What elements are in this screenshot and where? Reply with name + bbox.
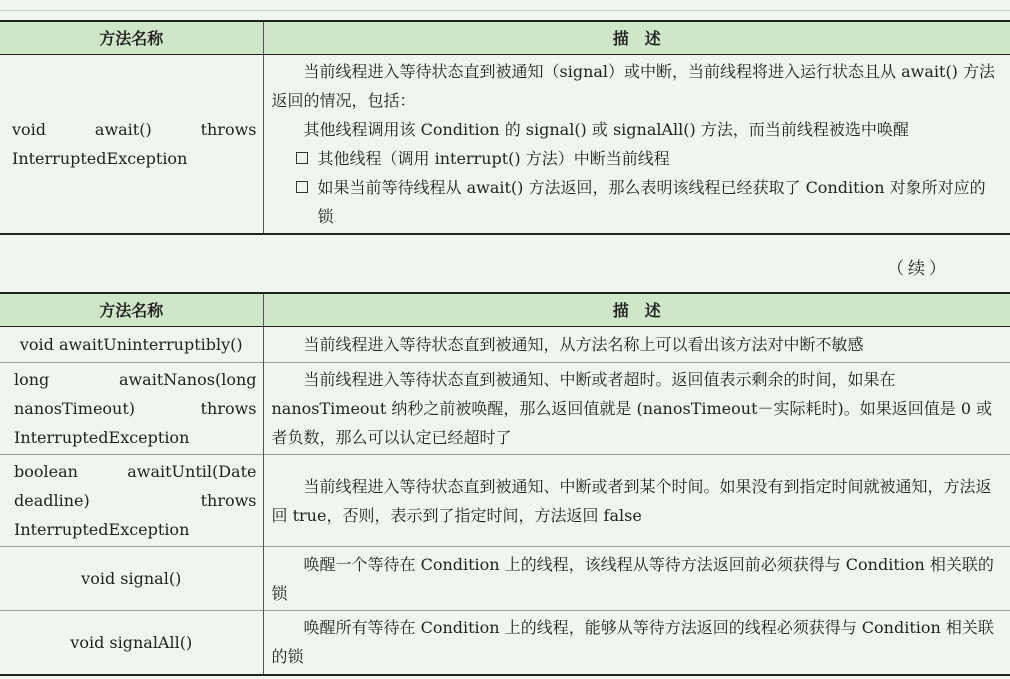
method-name-header: 方法名称 [0, 21, 263, 55]
table-header-row [0, 293, 1010, 327]
method-cell: void await() throws InterruptedException [12, 120, 257, 168]
description-cell: 当前线程进入等待状态直到被通知，从方法名称上可以看出该方法对中断不敏感 [263, 327, 1010, 363]
table-row [0, 547, 1010, 611]
method-cell: void awaitUninterruptibly() [19, 335, 243, 354]
table-row [0, 611, 1010, 675]
description-cell: 唤醒一个等待在 Condition 上的线程，该线程从等待方法返回前必须获得与 Condition 相关联的锁 [263, 547, 1010, 611]
method-cell: void signal() [0, 547, 263, 611]
method-cell: boolean awaitUntil(Date deadline) throws InterruptedException [0, 455, 263, 547]
checkbox-icon [296, 152, 308, 164]
top-rule [0, 10, 1010, 11]
bullet-item: 如果当前等待线程从 await() 方法返回，那么表明该线程已经获取了 Condition 对象所对应的锁 [272, 173, 1001, 231]
method-cell: long awaitNanos(long nanosTimeout) throws InterruptedException [0, 363, 263, 455]
methods-table-part1 [0, 20, 1010, 235]
method-cell: void signalAll() [0, 611, 263, 675]
table-header-row [0, 21, 1010, 55]
description-cell [263, 55, 1010, 235]
table-row [0, 55, 1010, 235]
description-header: 描 述 [263, 21, 1010, 55]
description-cell: 唤醒所有等待在 Condition 上的线程，能够从等待方法返回的线程必须获得与 Condition 相关联的锁 [263, 611, 1010, 675]
description-cell: 当前线程进入等待状态直到被通知、中断或者到某个时间。如果没有到指定时间就被通知，方法返回 true，否则，表示到了指定时间，方法返回 false [263, 455, 1010, 547]
bullet-item: 其他线程（调用 interrupt() 方法）中断当前线程 [272, 144, 1001, 173]
checkbox-icon [296, 181, 308, 193]
table-row [0, 363, 1010, 455]
methods-table-part2 [0, 292, 1010, 676]
desc-intro: 当前线程进入等待状态直到被通知（signal）或中断，当前线程将进入运行状态且从 await() 方法返回的情况，包括： [271, 62, 996, 110]
desc-line: 其他线程调用该 Condition 的 signal() 或 signalAll() 方法，而当前线程被选中唤醒 [303, 120, 909, 139]
table-row [0, 455, 1010, 547]
continued-label: （续） [887, 259, 950, 279]
description-cell: 当前线程进入等待状态直到被通知、中断或者超时。返回值表示剩余的时间，如果在 nanosTimeout 纳秒之前被唤醒，那么返回值就是 (nanosTimeout－实际耗时)。如果返回值是 0 或者负数，那么可以认定已经超时了 [263, 363, 1010, 455]
description-header: 描 述 [263, 293, 1010, 327]
method-name-header: 方法名称 [0, 293, 263, 327]
table-row [0, 327, 1010, 363]
